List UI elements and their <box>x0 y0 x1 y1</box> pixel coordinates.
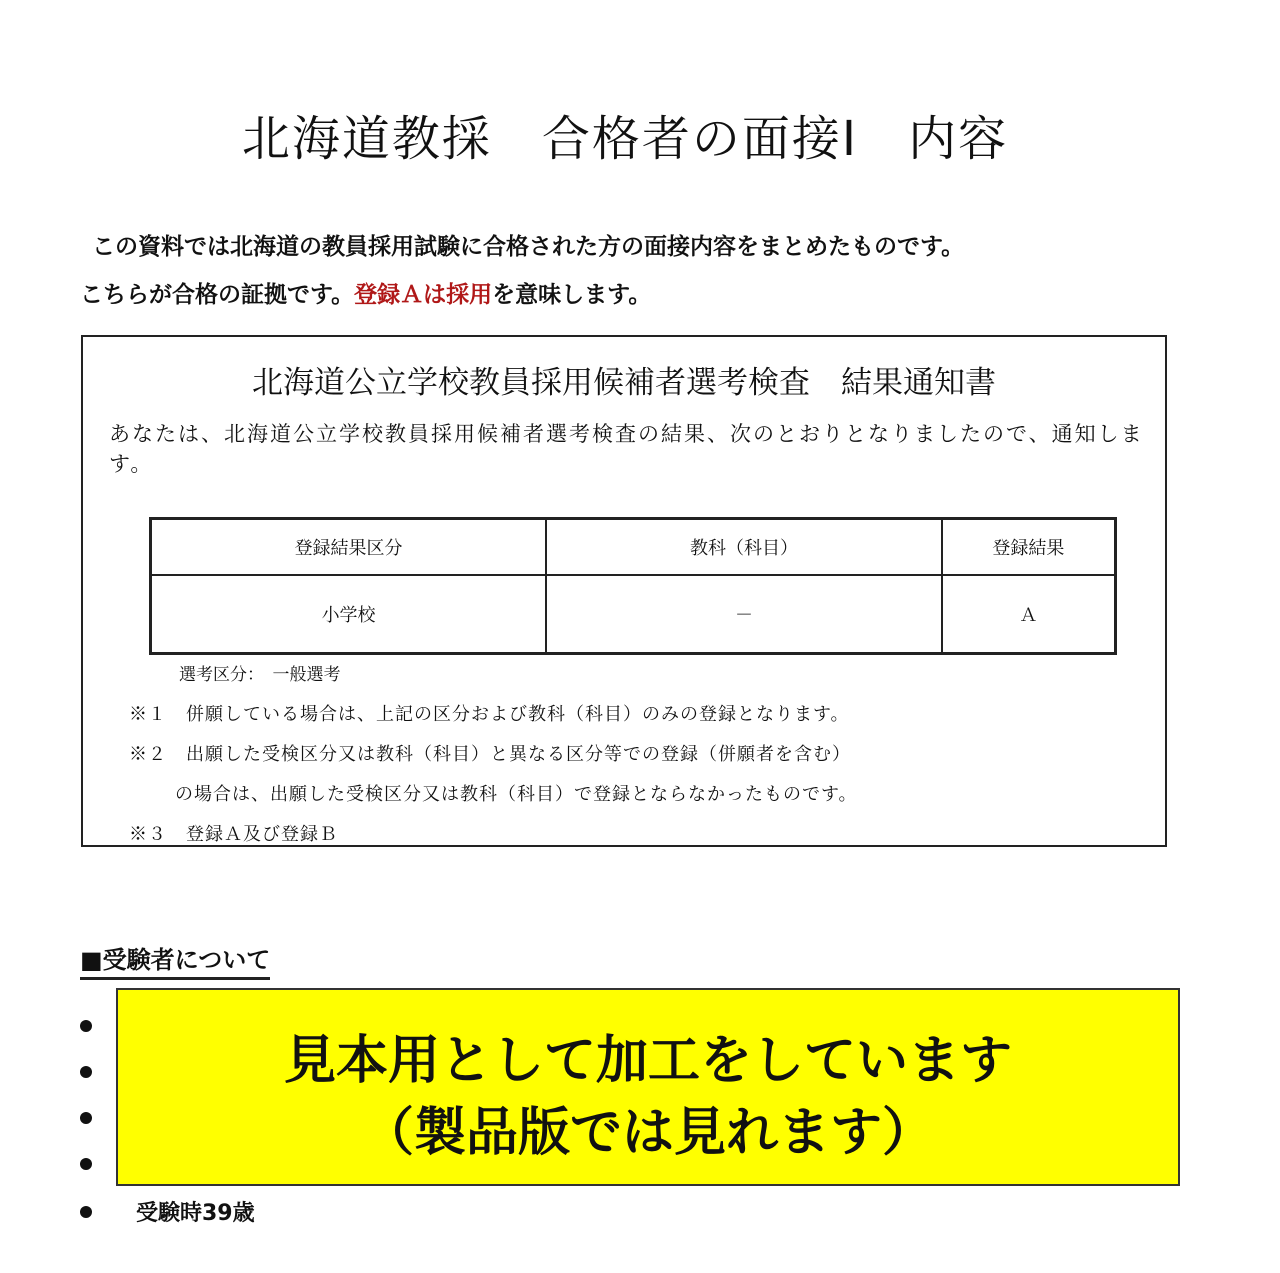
result-notice-document <box>81 335 1167 847</box>
notice-title: 北海道公立学校教員採用候補者選考検査 結果通知書 <box>252 365 996 401</box>
intro-proof-pre: こちらが合格の証拠です。 <box>80 282 355 308</box>
sample-watermark-banner <box>116 988 1180 1186</box>
table-cell-subject: － <box>546 575 942 654</box>
table-cell-category: 小学校 <box>151 575 547 654</box>
intro-text: この資料では北海道の教員採用試験に合格された方の面接内容をまとめたものです。 <box>92 234 965 260</box>
intro-proof-highlight: 登録Ａは採用 <box>354 282 493 308</box>
bullet-icon <box>80 1158 98 1176</box>
selection-category: 選考区分： 一般選考 <box>179 665 341 685</box>
bullet-icon <box>80 1066 98 1084</box>
table-row <box>151 575 1116 654</box>
bullet-icon <box>80 1112 98 1130</box>
banner-line-2: （製品版では見れます） <box>361 1103 934 1163</box>
page-title: 北海道教採 合格者の面接Ⅰ 内容 <box>241 111 1009 167</box>
bullet-icon <box>80 1020 98 1038</box>
table-header-category: 登録結果区分 <box>151 519 547 576</box>
intro-proof-post: を意味します。 <box>492 282 652 308</box>
banner-line-1: 見本用として加工をしています <box>283 1031 1012 1091</box>
bullet-icon <box>80 1206 98 1224</box>
section-heading: ■受験者について <box>80 940 270 980</box>
table-cell-result: Ａ <box>942 575 1116 654</box>
note-2-continued: の場合は、出願した受検区分又は教科（科目）で登録とならなかったものです。 <box>175 784 858 805</box>
table-header-row <box>151 519 1116 576</box>
notice-body: あなたは、北海道公立学校教員採用候補者選考検査の結果、次のとおりとなりましたので、通知します。 <box>109 422 1144 476</box>
note-1: ※１ 併願している場合は、上記の区分および教科（科目）のみの登録となります。 <box>129 704 850 725</box>
note-2: ※２ 出願した受検区分又は教科（科目）と異なる区分等での登録（併願者を含む） <box>129 744 851 765</box>
intro-proof-text <box>80 276 651 309</box>
result-table <box>149 517 1117 655</box>
note-3: ※３ 登録Ａ及び登録Ｂ <box>129 824 338 845</box>
table-header-subject: 教科（科目） <box>546 519 942 576</box>
list-item: 受験時39歳 <box>136 1201 255 1226</box>
table-header-result: 登録結果 <box>942 519 1116 576</box>
